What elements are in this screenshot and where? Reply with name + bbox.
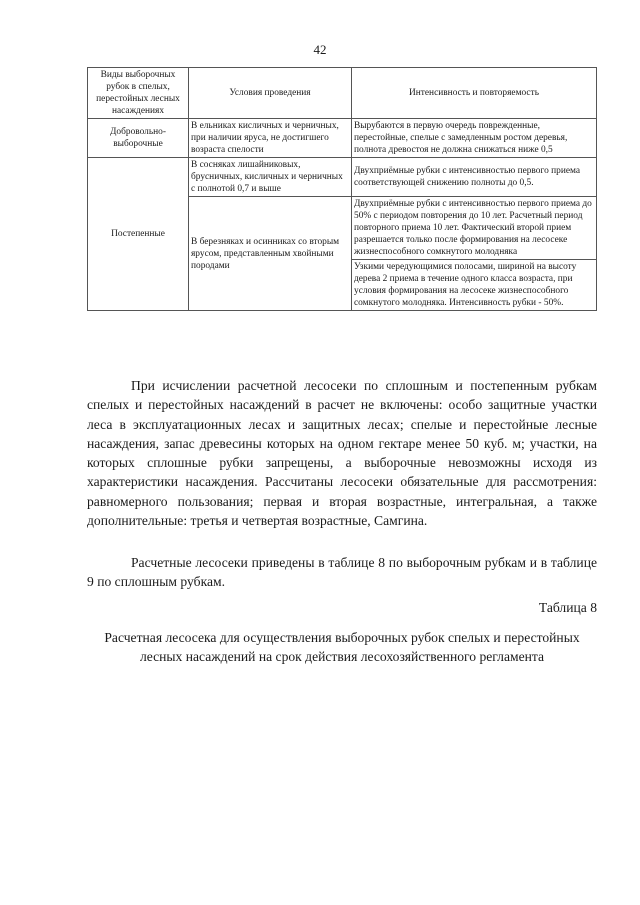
cell-intensity: Двухприёмные рубки с интенсивностью первого приема соответствующей снижению полноты до 0,5. <box>352 158 597 197</box>
cell-intensity: Вырубаются в первую очередь поврежденные, перестойные, спелые с замедленным ростом деревья, полнота древостоя не должна снижаться ниже 0,5 <box>352 119 597 158</box>
table-row <box>88 119 597 158</box>
cell-type-voluntary-selective: Добровольно-выборочные <box>88 119 189 158</box>
body-paragraph: Расчетные лесосеки приведены в таблице 8 по выборочным рубкам и в таблице 9 по сплошным рубкам. <box>87 555 597 590</box>
cell-condition: В сосняках лишайниковых, брусничных, кисличных и черничных с полнотой 0,7 и выше <box>189 158 352 197</box>
cell-intensity: Узкими чередующимися полосами, шириной на высоту дерева 2 приема в течение одного класса возраста, при условия формирования на лесосеке жизнеспособного сомкнутого молодняка. Интенсивность рубки - 50%. <box>352 260 597 311</box>
header-intensity: Интенсивность и повторяемость <box>352 68 597 119</box>
cell-condition: В березняках и осинниках со вторым ярусом, представленным хвойными породами <box>189 197 352 311</box>
cell-type-gradual: Постепенные <box>88 158 189 311</box>
table-row <box>88 158 597 197</box>
table-header-row <box>88 68 597 119</box>
header-cutting-types: Виды выборочных рубок в спелых, перестойных лесных насаждениях <box>88 68 189 119</box>
page-number: 42 <box>313 42 327 57</box>
table-title: Расчетная лесосека для осуществления выборочных рубок спелых и перестойных лесных насаждений на срок действия лесохозяйственного регламента <box>104 630 580 665</box>
header-conditions: Условия проведения <box>189 68 352 119</box>
cell-intensity: Двухприёмные рубки с интенсивностью первого приема до 50% с периодом повторения до 10 лет. Расчетный период повторного приема 10 лет. Фактический второй прием разрешается только после формирования на лесосеке жизнеспособного сомкнутого молодняка <box>352 197 597 260</box>
cutting-types-table <box>87 67 597 311</box>
table-caption: Таблица 8 <box>538 600 597 615</box>
cell-condition: В ельниках кисличных и черничных, при наличии яруса, не достигшего возраста спелости <box>189 119 352 158</box>
body-paragraph: При исчислении расчетной лесосеки по сплошным и постепенным рубкам спелых и перестойных насаждений в расчет не включены: особо защитные участки леса в эксплуатационных лесах и защитных лесах; спелые и перестойные лесные насаждения, запас древесины которых на одном гектаре менее 50 куб. м; участки, на которых сплошные рубки запрещены, а выборочные невозможны исходя из характеристики насаждения. Рассчитаны лесосеки обязательные для рассмотрения: равномерного пользования; первая и вторая возрастные, интегральная, а также дополнительные: третья и четвертая возрастные, Самгина. <box>87 378 597 529</box>
